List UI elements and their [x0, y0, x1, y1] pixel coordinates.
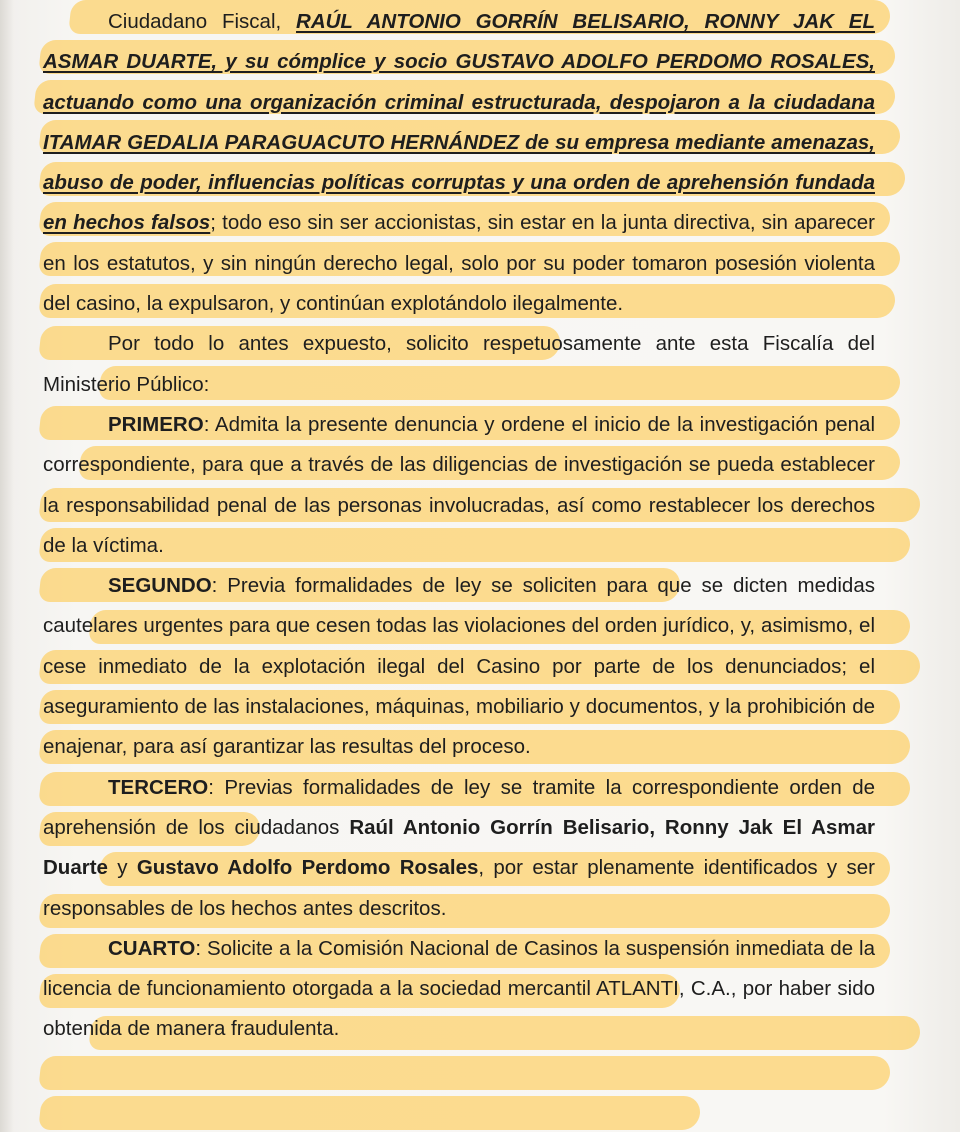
accusation-rest: ; todo eso sin ser accionistas, sin estar en la junta directiva, sin aparecer en los estatutos, y sin ningún derecho legal, solo por su poder tomaron posesión violenta del casino, la expulsaron, y continúan explotándolo ilegalmente. [43, 211, 875, 316]
tercero-conjunction: y [107, 856, 137, 880]
primero-text: : Admita la presente denuncia y ordene el inicio de la investigación penal correspondiente, para que a través de las diligencias de investigación se pueda establecer la responsabilidad penal de las personas involucradas, así como restablecer los derechos de la víctima. [43, 412, 875, 557]
accusation-lead: Ciudadano Fiscal, [108, 10, 297, 33]
cuarto-text: : Solicite a la Comisión Nacional de Casinos la suspensión inmediata de la licencia de funcionamiento otorgada a la sociedad mercantil ATLANTI, C.A., por haber sido obtenida de manera fraudulenta. [43, 936, 875, 1041]
document-body [43, 2, 875, 1050]
cuarto-label: CUARTO [108, 936, 196, 960]
segundo-label: SEGUNDO [108, 574, 212, 598]
primero-label: PRIMERO [108, 412, 204, 436]
tercero-text-1: : Previas formalidades de ley se tramite la correspondiente orden de aprehensión de los ciudadanos [43, 775, 875, 839]
accusation-emphasis: RAÚL ANTONIO GORRÍN BELISARIO, RONNY JAK EL ASMAR DUARTE, y su cómplice y socio GUSTAVO ADOLFO PERDOMO ROSALES, actuando como una organización criminal estructurada, despojaron a la ciudadana ITAMAR GEDALIA PARAGUACUTO HERNÁNDEZ de su empresa mediante amenazas, abuso de poder, influencias políticas corruptas y una orden de aprehensión fundada en hechos falsos [43, 10, 875, 235]
tercero-label: TERCERO [108, 775, 209, 799]
paragraph-tercero [43, 768, 875, 929]
paragraph-primero [43, 405, 875, 566]
paragraph-cuarto [43, 929, 875, 1050]
paragraph-segundo [43, 566, 875, 767]
tercero-text-2: , por estar plenamente identificados y ser responsables de los hechos antes descritos. [43, 856, 875, 920]
segundo-text: : Previa formalidades de ley se soliciten para que se dicten medidas cautelares urgentes para que cesen todas las violaciones del orden jurídico, y, asimismo, el cese inmediato de la explotación ilegal del Casino por parte de los denunciados; el aseguramiento de las instalaciones, máquinas, mobiliario y documentos, y la prohibición de enajenar, para así garantizar las resultas del proceso. [43, 574, 875, 759]
paragraph-accusation [43, 2, 875, 324]
page-edge-shadow [0, 0, 14, 1132]
tercero-names: Raúl Antonio Gorrín Belisario, Ronny Jak El Asmar Duarte [43, 815, 875, 880]
tercero-name-3: Gustavo Adolfo Perdomo Rosales [136, 856, 479, 880]
paragraph-request: Por todo lo antes expuesto, solicito respetuosamente ante esta Fiscalía del Ministerio Público: [43, 332, 875, 396]
